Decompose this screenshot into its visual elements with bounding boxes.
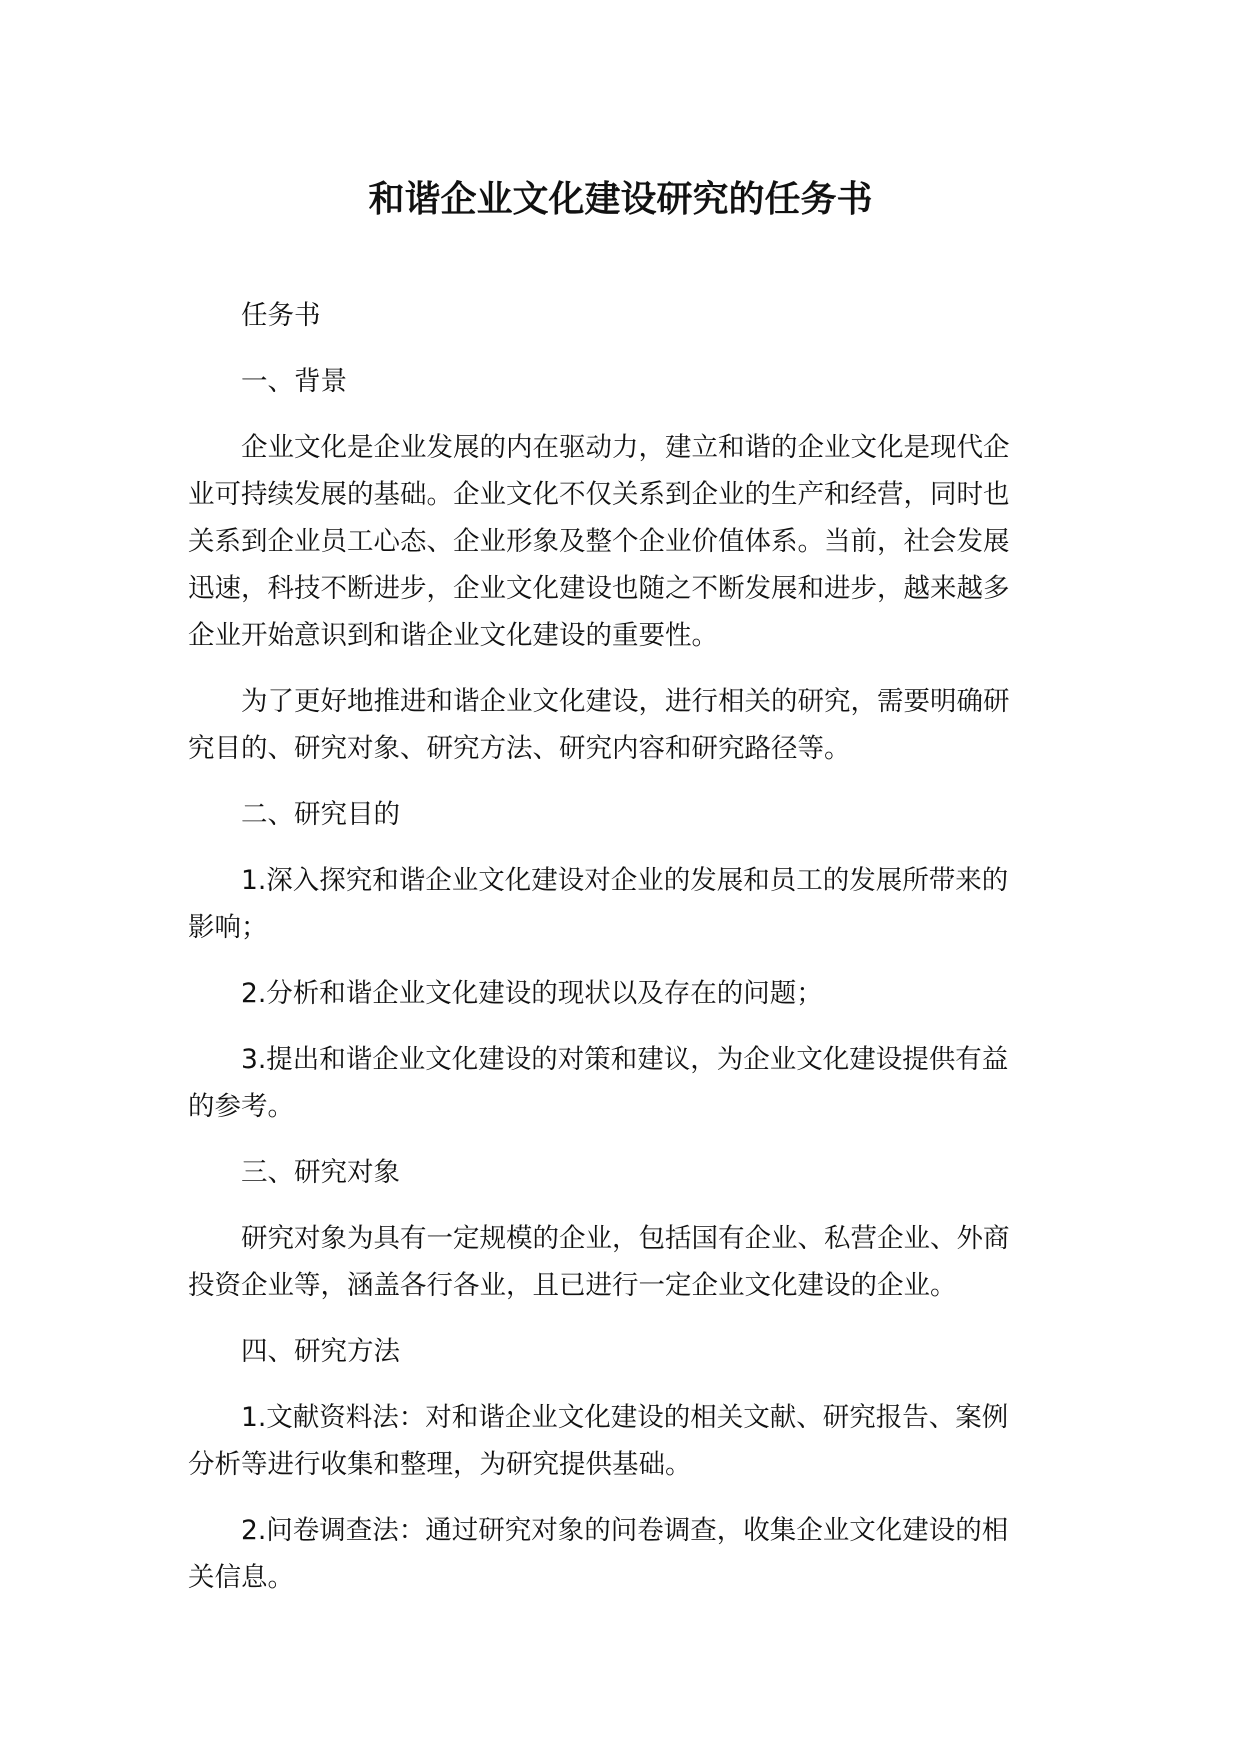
list-item-method-2: 2.问卷调查法：通过研究对象的问卷调查，收集企业文化建设的相关信息。 (188, 1515, 1009, 1593)
document-body (188, 292, 1030, 1620)
heading-research-purpose: 二、研究目的 (241, 799, 400, 830)
paragraph-background-1: 企业文化是企业发展的内在驱动力，建立和谐的企业文化是现代企业可持续发展的基础。企业文化不仅关系到企业的生产和经营，同时也关系到企业员工心态、企业形象及整个企业价值体系。当前，社会发展迅速，科技不断进步，企业文化建设也随之不断发展和进步，越来越多企业开始意识到和谐企业文化建设的重要性。 (188, 432, 1010, 651)
heading-background: 一、背景 (241, 366, 347, 397)
list-item-purpose-3: 3.提出和谐企业文化建设的对策和建议，为企业文化建设提供有益的参考。 (188, 1044, 1009, 1122)
paragraph-research-object: 研究对象为具有一定规模的企业，包括国有企业、私营企业、外商投资企业等，涵盖各行各业，且已进行一定企业文化建设的企业。 (188, 1223, 1010, 1301)
document-title: 和谐企业文化建设研究的任务书 (368, 179, 873, 220)
heading-task-book: 任务书 (241, 300, 321, 331)
paragraph-background-2: 为了更好地推进和谐企业文化建设，进行相关的研究，需要明确研究目的、研究对象、研究方法、研究内容和研究路径等。 (188, 686, 1010, 764)
list-item-purpose-1: 1.深入探究和谐企业文化建设对企业的发展和员工的发展所带来的影响； (188, 865, 1009, 943)
list-item-method-1: 1.文献资料法：对和谐企业文化建设的相关文献、研究报告、案例分析等进行收集和整理，为研究提供基础。 (188, 1402, 1009, 1480)
heading-research-object: 三、研究对象 (241, 1157, 400, 1188)
heading-research-method: 四、研究方法 (241, 1336, 400, 1367)
list-item-purpose-2: 2.分析和谐企业文化建设的现状以及存在的问题； (241, 978, 823, 1009)
